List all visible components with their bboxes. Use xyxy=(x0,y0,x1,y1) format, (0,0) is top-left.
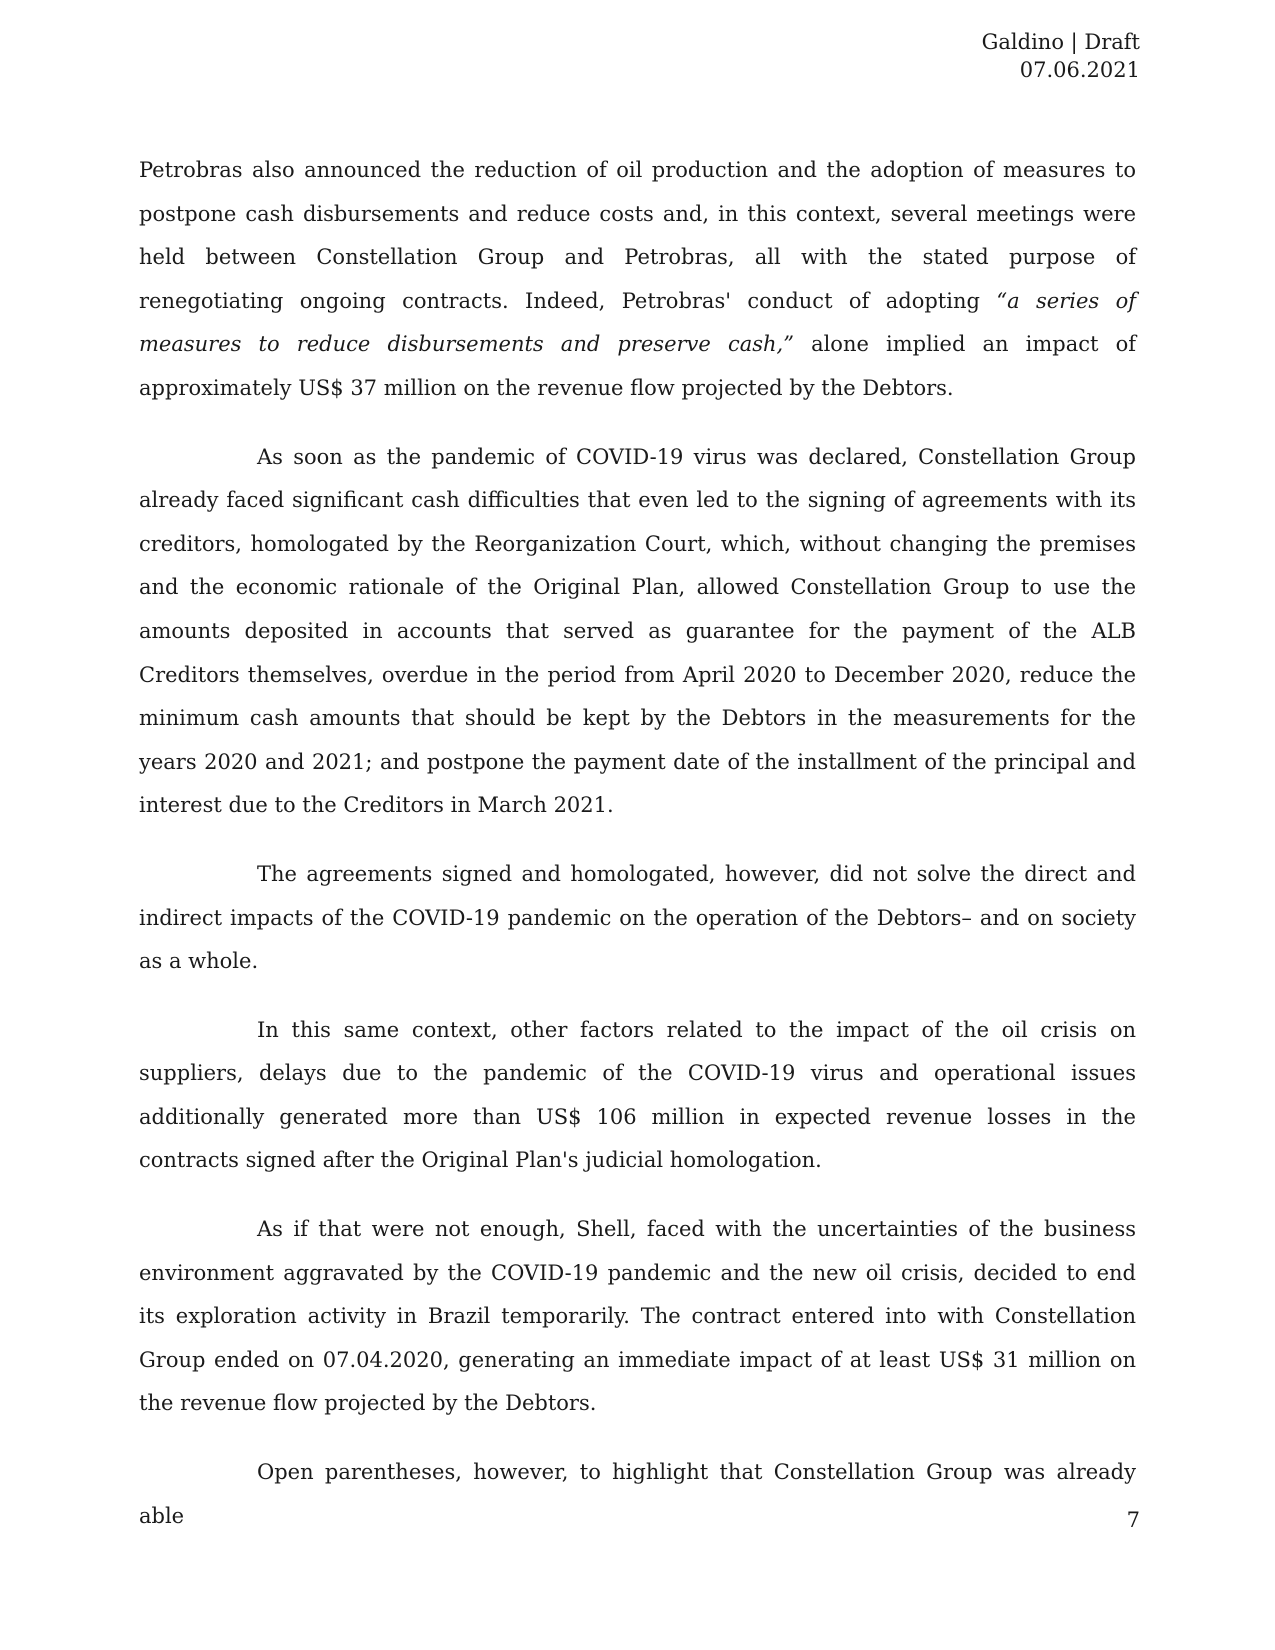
paragraph-1-quote: “a series of measures to reduce disbursements and preserve cash,” xyxy=(139,288,1137,357)
paragraph-2: As soon as the pandemic of COVID-19 virus was declared, Constellation Group already faced significant cash difficulties that even led to the signing of agreements with its creditors, homologated by the Reorganization Court, which, without changing the premises and the economic rationale of the Original Plan, allowed Constellation Group to use the amounts deposited in accounts that served as guarantee for the payment of the ALB Creditors themselves, overdue in the period from April 2020 to December 2020, reduce the minimum cash amounts that should be kept by the Debtors in the measurements for the years 2020 and 2021; and postpone the payment date of the installment of the principal and interest due to the Creditors in March 2021. xyxy=(139,444,1136,818)
paragraph-1-text-after: alone implied an impact of approximately US$ 37 million on the revenue flow projected by the Debtors. xyxy=(139,332,1136,400)
page-header xyxy=(982,28,1140,84)
paragraph-5: As if that were not enough, Shell, faced with the uncertainties of the business environment aggravated by the COVID-19 pandemic and the new oil crisis, decided to end its exploration activity in Brazil temporarily. The contract entered into with Constellation Group ended on 07.04.2020, generating an immediate impact of at least US$ 31 million on the revenue flow projected by the Debtors. xyxy=(139,1217,1136,1416)
header-author-status: Galdino | Draft xyxy=(981,30,1140,54)
paragraph-1 xyxy=(139,149,1136,411)
header-date: 07.06.2021 xyxy=(1019,58,1140,82)
document-body xyxy=(139,149,1136,1538)
page-number: 7 xyxy=(1126,1508,1140,1532)
paragraph-3: The agreements signed and homologated, however, did not solve the direct and indirect impacts of the COVID-19 pandemic on the operation of the Debtors– and on society as a whole. xyxy=(139,861,1136,974)
paragraph-4: In this same context, other factors related to the impact of the oil crisis on suppliers, delays due to the pandemic of the COVID-19 virus and operational issues additionally generated more than US$ 106 million in expected revenue losses in the contracts signed after the Original Plan's judicial homologation. xyxy=(139,1017,1136,1173)
paragraph-6: Open parentheses, however, to highlight that Constellation Group was already able xyxy=(139,1460,1136,1528)
paragraph-1-text-before: Petrobras also announced the reduction of oil production and the adoption of measures to postpone cash disbursements and reduce costs and, in this context, several meetings were held between Constellation Group and Petrobras, all with the stated purpose of renegotiating ongoing contracts. Indeed, Petrobras' conduct of adopting xyxy=(139,158,1136,313)
